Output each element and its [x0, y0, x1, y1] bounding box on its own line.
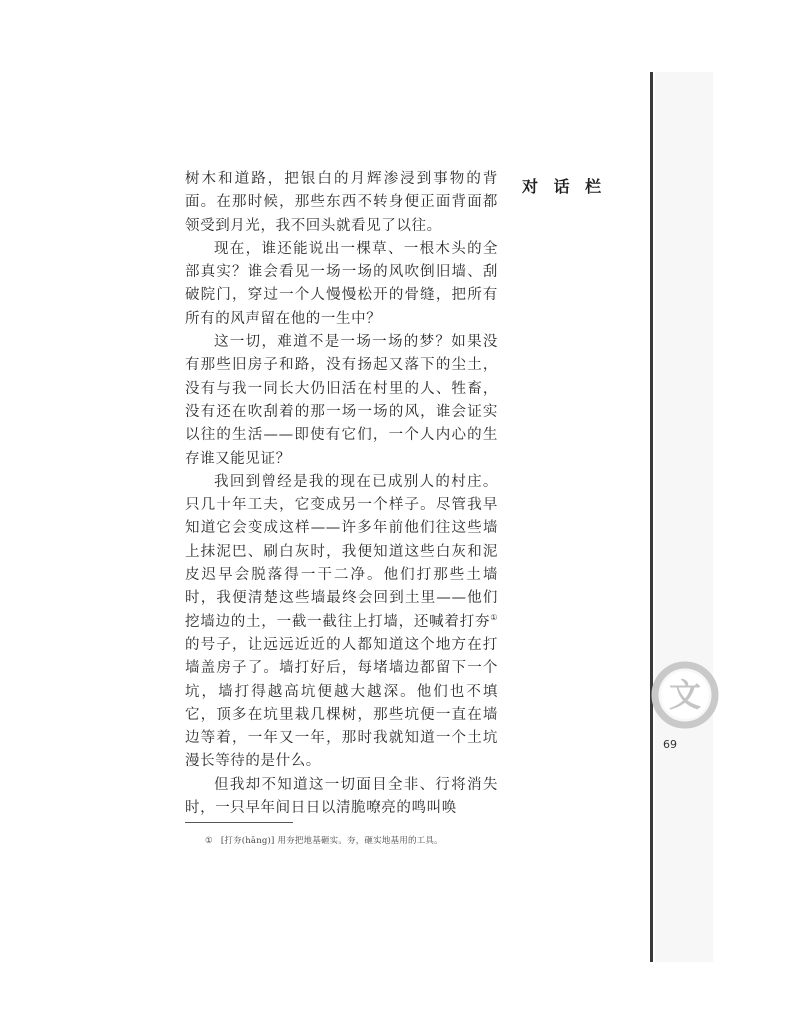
margin-divider-line — [650, 72, 653, 962]
paragraph-4-part-2: 的号子，让远远近近的人都知道这个地方在打墙盖房子了。墙打好后，每堵墙边都留下一个坑，墙打得越高坑便越大越深。他们也不填它，顶多在坑里栽几棵树，那些坑便一直在墙边等着，一年又一年，那时我就知道一个土坑漫长等待的是什么。 — [185, 636, 498, 770]
paragraph-5: 但我却不知道这一切面目全非、行将消失时，一只早年间日日以清脆嘹亮的鸣叫唤 — [185, 776, 498, 817]
page-number: 69 — [663, 738, 677, 751]
margin-column-background — [655, 72, 713, 962]
paragraph-4-part-1: 我回到曾经是我的现在已成别人的村庄。只几十年工夫，它变成另一个样子。尽管我早知道它会变成这样——许多年前他们往这些墙上抹泥巴、刷白灰时，我便知道这些白灰和泥皮迟早会脱落得一干二净。他们打那些土墙时，我便清楚这些墙最终会回到土里——他们挖墙边的土，一截一截往上打墙，还喊着打夯 — [185, 473, 498, 630]
paragraph-4 — [185, 471, 498, 774]
paragraph-3: 这一切，难道不是一场一场的梦？如果没有那些旧房子和路，没有扬起又落下的尘土，没有与我一同长大仍旧活在村里的人、牲畜，没有还在吹刮着的那一场一场的风，谁会证实以往的生活——即使有它们，一个人内心的生存谁又能见证？ — [185, 334, 498, 467]
footnote-text: [打夯(hāng)] 用夯把地基砸实。夯，砸实地基用的工具。 — [220, 836, 443, 846]
main-text-column — [185, 168, 498, 820]
footnote — [205, 835, 505, 847]
footnote-reference[interactable]: ① — [490, 612, 498, 622]
footnote-divider — [185, 822, 293, 823]
dialogue-column-heading: 对 话 栏 — [522, 177, 607, 196]
emblem-glyph: 文 — [668, 676, 702, 714]
paragraph-2: 现在，谁还能说出一棵草、一根木头的全部真实？谁会看见一场一场的风吹倒旧墙、刮破院门，穿过一个人慢慢松开的骨缝，把所有所有的风声留在他的一生中？ — [185, 240, 498, 327]
footnote-mark: ① — [205, 836, 213, 846]
paragraph-1: 树木和道路，把银白的月辉渗浸到事物的背面。在那时候，那些东西不转身便正面背面都领受到月光，我不回头就看见了以往。 — [185, 171, 498, 234]
wen-character-emblem-icon — [651, 660, 719, 730]
